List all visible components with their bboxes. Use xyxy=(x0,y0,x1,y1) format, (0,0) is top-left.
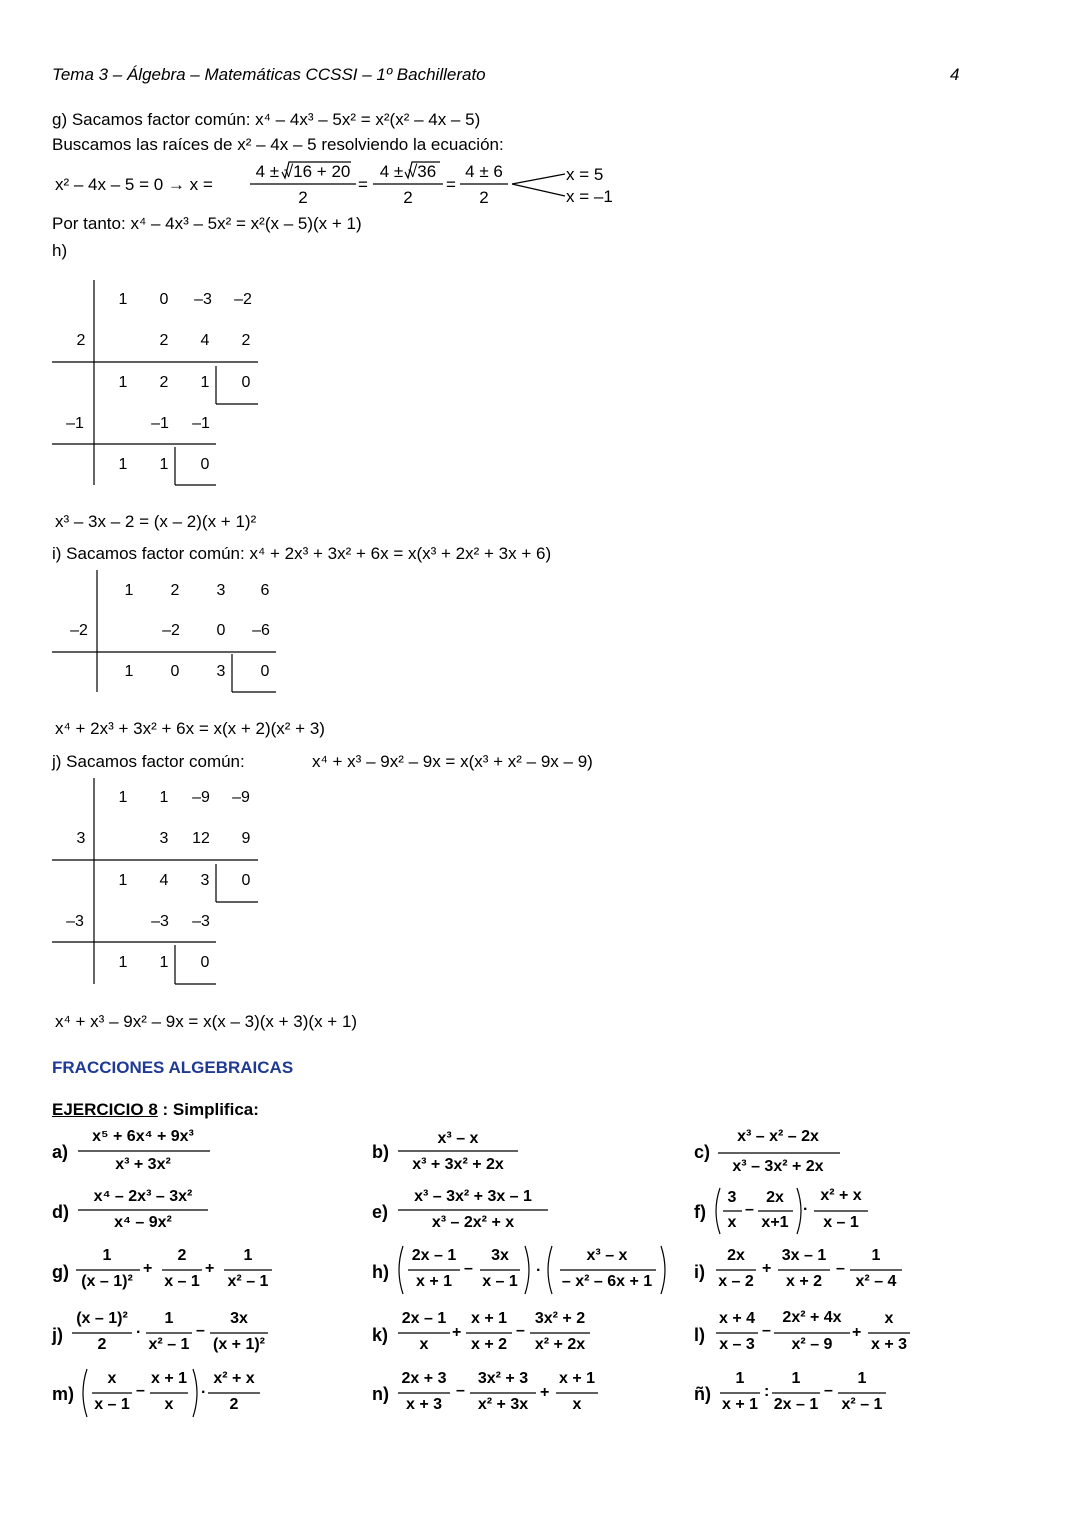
ruffini-cell: 3 xyxy=(216,663,226,680)
j-result: x⁴ + x³ – 9x² – 9x = x(x – 3)(x + 3)(x + 1) xyxy=(55,1012,358,1031)
item-nn-label: ñ) xyxy=(694,1384,711,1404)
g-frac3-den: 2 xyxy=(479,188,489,207)
ruffini-cell: 2 xyxy=(159,332,169,349)
item-nn-n1: 1 xyxy=(735,1370,745,1387)
item-h-d2: x – 1 xyxy=(482,1273,518,1290)
item-nn-d2: 2x – 1 xyxy=(773,1396,819,1413)
item-j-label: j) xyxy=(52,1325,63,1345)
ruffini-cell: 2 xyxy=(170,582,180,599)
item-a-num: x⁵ + 6x⁴ + 9x³ xyxy=(92,1128,194,1145)
ruffini-cell: –1 xyxy=(192,415,210,432)
item-a-den: x³ + 3x² xyxy=(115,1156,171,1173)
g-frac1-den: 2 xyxy=(298,188,308,207)
ruffini-remainder: 0 xyxy=(200,456,210,473)
item-l-label: l) xyxy=(694,1325,705,1345)
item-i-n1: 2x xyxy=(727,1247,745,1264)
ruffini-cell: 1 xyxy=(118,954,128,971)
item-n-n2: 3x² + 3 xyxy=(477,1370,529,1387)
item-f-n2: 2x xyxy=(766,1189,784,1206)
ruffini-cell: –9 xyxy=(232,789,250,806)
item-h-label: h) xyxy=(372,1262,389,1282)
ruffini-cell: 1 xyxy=(159,789,169,806)
header-title: Tema 3 – Álgebra – Matemáticas CCSSI – 1º Bachillerato xyxy=(52,65,486,84)
item-h-d1: x + 1 xyxy=(415,1273,453,1290)
item-k-d3: x² + 2x xyxy=(534,1336,586,1353)
exercise-title-rest: : Simplifica: xyxy=(157,1100,259,1119)
ruffini-divisor: 2 xyxy=(76,332,86,349)
item-b-label: b) xyxy=(372,1142,389,1162)
g-line1 xyxy=(52,110,480,130)
item-b-den: x³ + 3x² + 2x xyxy=(412,1156,504,1173)
ruffini-cell: 2 xyxy=(159,374,169,391)
item-g-n3: 1 xyxy=(243,1247,253,1264)
ruffini-cell: 1 xyxy=(200,374,210,391)
ruffini-cell: 3 xyxy=(216,582,226,599)
g-line2-a: Buscamos las raíces de xyxy=(52,135,233,154)
item-i-n2: 3x – 1 xyxy=(781,1247,827,1264)
g-result-math: x⁴ – 4x³ – 5x² = x²(x – 5)(x + 1) xyxy=(130,214,362,233)
item-k-label: k) xyxy=(372,1325,389,1345)
exercise-title-underlined: EJERCICIO 8 xyxy=(52,1100,158,1119)
item-nn-d3: x² – 1 xyxy=(841,1396,883,1413)
item-k-d1: x xyxy=(419,1336,429,1353)
item-j-n3: 3x xyxy=(230,1310,248,1327)
item-c-den: x³ – 3x² + 2x xyxy=(732,1158,824,1175)
item-i-d2: x + 2 xyxy=(785,1273,823,1290)
item-f-d1: x xyxy=(727,1214,737,1231)
ruffini-cell: 1 xyxy=(159,456,169,473)
ruffini-cell: 12 xyxy=(192,830,210,847)
item-f-label: f) xyxy=(694,1202,706,1222)
item-g-label: g) xyxy=(52,1262,69,1282)
item-h-d3: – x² – 6x + 1 xyxy=(561,1273,653,1290)
g-root1: x = 5 xyxy=(566,165,604,184)
ruffini-cell: 1 xyxy=(159,954,169,971)
g-line2 xyxy=(52,135,504,155)
g-frac3-num: 4 ± 6 xyxy=(465,162,503,181)
ruffini-remainder: 0 xyxy=(200,954,210,971)
j-line-math: x⁴ + x³ – 9x² – 9x = x(x³ + x² – 9x – 9) xyxy=(312,752,593,771)
ruffini-divisor: –2 xyxy=(70,622,88,639)
j-line-text: j) Sacamos factor común: xyxy=(52,752,245,771)
item-a-label: a) xyxy=(52,1142,69,1162)
ruffini-cell: 2 xyxy=(241,332,251,349)
item-j-d1: 2 xyxy=(97,1336,107,1353)
paren-left xyxy=(548,1246,552,1294)
item-n-d2: x² + 3x xyxy=(477,1396,529,1413)
paren-right xyxy=(193,1369,197,1417)
h-result: x³ – 3x – 2 = (x – 2)(x + 1)² xyxy=(55,512,257,531)
item-n-d1: x + 3 xyxy=(405,1396,443,1413)
item-e-label: e) xyxy=(372,1202,389,1222)
item-f-d2: x+1 xyxy=(761,1214,789,1231)
item-nn-n2: 1 xyxy=(791,1370,801,1387)
h-label: h) xyxy=(52,241,68,260)
item-g-n1: 1 xyxy=(102,1247,112,1264)
branch-line-upper xyxy=(512,174,565,184)
item-n-n3: x + 1 xyxy=(558,1370,596,1387)
page-number: 4 xyxy=(950,65,960,84)
i-line-math: x⁴ + 2x³ + 3x² + 6x = x(x³ + 2x² + 3x + 6) xyxy=(249,544,552,563)
item-i-n3: 1 xyxy=(871,1247,881,1264)
item-m-d2: x xyxy=(164,1396,174,1413)
item-m-n2: x + 1 xyxy=(150,1370,188,1387)
exercise-title xyxy=(52,1100,259,1120)
item-k-n2: x + 1 xyxy=(470,1310,508,1327)
g-root2: x = –1 xyxy=(566,187,613,206)
item-n-n1: 2x + 3 xyxy=(401,1370,447,1387)
item-i-d1: x – 2 xyxy=(718,1273,754,1290)
item-d-den: x⁴ – 9x² xyxy=(114,1214,172,1231)
item-f-n3: x² + x xyxy=(820,1187,862,1204)
paren-right xyxy=(661,1246,665,1294)
item-n-label: n) xyxy=(372,1384,389,1404)
item-i-label: i) xyxy=(694,1262,705,1282)
item-l-d2: x² – 9 xyxy=(791,1336,833,1353)
item-j-d2: x² – 1 xyxy=(148,1336,190,1353)
ruffini-cell: 4 xyxy=(200,332,210,349)
item-g-n2: 2 xyxy=(177,1247,187,1264)
ruffini-cell: 0 xyxy=(159,291,169,308)
g-frac2-num: 4 ± √36 xyxy=(379,162,437,181)
ruffini-divisor: 3 xyxy=(76,830,86,847)
ruffini-cell: –3 xyxy=(192,913,210,930)
item-f-d3: x – 1 xyxy=(823,1214,859,1231)
item-d-label: d) xyxy=(52,1202,69,1222)
paren-left xyxy=(716,1188,720,1234)
item-c-num: x³ – x² – 2x xyxy=(737,1128,819,1145)
ruffini-cell: 1 xyxy=(118,789,128,806)
item-m-d3: 2 xyxy=(229,1396,239,1413)
ruffini-remainder: 0 xyxy=(241,374,251,391)
item-j-n1: (x – 1)² xyxy=(76,1310,128,1327)
item-m-n1: x xyxy=(107,1370,117,1387)
g-line1-text: g) Sacamos factor común: xyxy=(52,110,251,129)
ruffini-cell: –2 xyxy=(234,291,252,308)
i-line-text: i) Sacamos factor común: xyxy=(52,544,245,563)
item-k-n3: 3x² + 2 xyxy=(534,1310,586,1327)
item-m-label: m) xyxy=(52,1384,74,1404)
ruffini-cell: 0 xyxy=(216,622,226,639)
item-l-n3: x xyxy=(884,1310,894,1327)
item-nn-n3: 1 xyxy=(857,1370,867,1387)
ruffini-cell: –6 xyxy=(252,622,270,639)
ruffini-cell: –1 xyxy=(151,415,169,432)
g-eq-lhs: x² – 4x – 5 = 0 → x = xyxy=(55,175,213,194)
item-e-den: x³ – 2x² + x xyxy=(431,1214,515,1231)
item-n-d3: x xyxy=(572,1396,582,1413)
item-f-n1: 3 xyxy=(727,1189,737,1206)
item-l-n1: x + 4 xyxy=(718,1310,756,1327)
ruffini-cell: 9 xyxy=(241,830,251,847)
item-j-d3: (x + 1)² xyxy=(212,1336,265,1353)
item-h-n3: x³ – x xyxy=(586,1247,628,1264)
item-g-d1: (x – 1)² xyxy=(81,1273,133,1290)
ruffini-cell: –2 xyxy=(162,622,180,639)
g-frac1-num: 4 ± √16 + 20 xyxy=(255,162,351,181)
item-l-d3: x + 3 xyxy=(870,1336,908,1353)
item-l-n2: 2x² + 4x xyxy=(782,1309,842,1326)
item-m-d1: x – 1 xyxy=(94,1396,130,1413)
item-l-d1: x – 3 xyxy=(719,1336,755,1353)
item-e-num: x³ – 3x² + 3x – 1 xyxy=(414,1188,532,1205)
item-g-d3: x² – 1 xyxy=(227,1273,269,1290)
item-m-n3: x² + x xyxy=(213,1370,255,1387)
ruffini-cell: 1 xyxy=(124,663,134,680)
g-result-text: Por tanto: xyxy=(52,214,126,233)
ruffini-cell: 1 xyxy=(124,582,134,599)
item-k-n1: 2x – 1 xyxy=(401,1310,447,1327)
ruffini-cell: 1 xyxy=(118,374,128,391)
item-h-n1: 2x – 1 xyxy=(411,1247,457,1264)
item-i-d3: x² – 4 xyxy=(855,1273,897,1290)
ruffini-cell: 3 xyxy=(200,872,210,889)
item-nn-d1: x + 1 xyxy=(721,1396,759,1413)
ruffini-divisor: –3 xyxy=(66,913,84,930)
ruffini-cell: –9 xyxy=(192,789,210,806)
paren-right xyxy=(797,1188,801,1234)
ruffini-divisor: –1 xyxy=(66,415,84,432)
section-title: FRACCIONES ALGEBRAICAS xyxy=(52,1058,294,1077)
g-result xyxy=(52,214,362,234)
g-line2-math: x² – 4x – 5 xyxy=(237,135,317,154)
g-line1-math: x⁴ – 4x³ – 5x² = x²(x² – 4x – 5) xyxy=(255,110,481,129)
paren-left xyxy=(83,1369,87,1417)
ruffini-cell: 4 xyxy=(159,872,169,889)
ruffini-cell: 1 xyxy=(118,456,128,473)
item-b-num: x³ – x xyxy=(437,1130,479,1147)
ruffini-cell: 3 xyxy=(159,830,169,847)
item-d-num: x⁴ – 2x³ – 3x² xyxy=(93,1188,193,1205)
ruffini-cell: 6 xyxy=(260,582,270,599)
i-line xyxy=(52,544,551,564)
branch-line-lower xyxy=(512,184,565,196)
ruffini-remainder: 0 xyxy=(241,872,251,889)
ruffini-cell: 0 xyxy=(170,663,180,680)
paren-left xyxy=(399,1246,403,1294)
item-k-d2: x + 2 xyxy=(470,1336,508,1353)
ruffini-remainder: 0 xyxy=(260,663,270,680)
ruffini-cell: –3 xyxy=(194,291,212,308)
paren-right xyxy=(525,1246,529,1294)
ruffini-cell: 1 xyxy=(118,291,128,308)
ruffini-cell: –3 xyxy=(151,913,169,930)
item-c-label: c) xyxy=(694,1142,711,1162)
item-j-n2: 1 xyxy=(164,1310,174,1327)
g-line2-b: resolviendo la ecuación: xyxy=(321,135,504,154)
item-h-n2: 3x xyxy=(491,1247,509,1264)
item-g-d2: x – 1 xyxy=(164,1273,200,1290)
ruffini-cell: 1 xyxy=(118,872,128,889)
g-frac2-den: 2 xyxy=(403,188,413,207)
i-result: x⁴ + 2x³ + 3x² + 6x = x(x + 2)(x² + 3) xyxy=(55,719,325,738)
